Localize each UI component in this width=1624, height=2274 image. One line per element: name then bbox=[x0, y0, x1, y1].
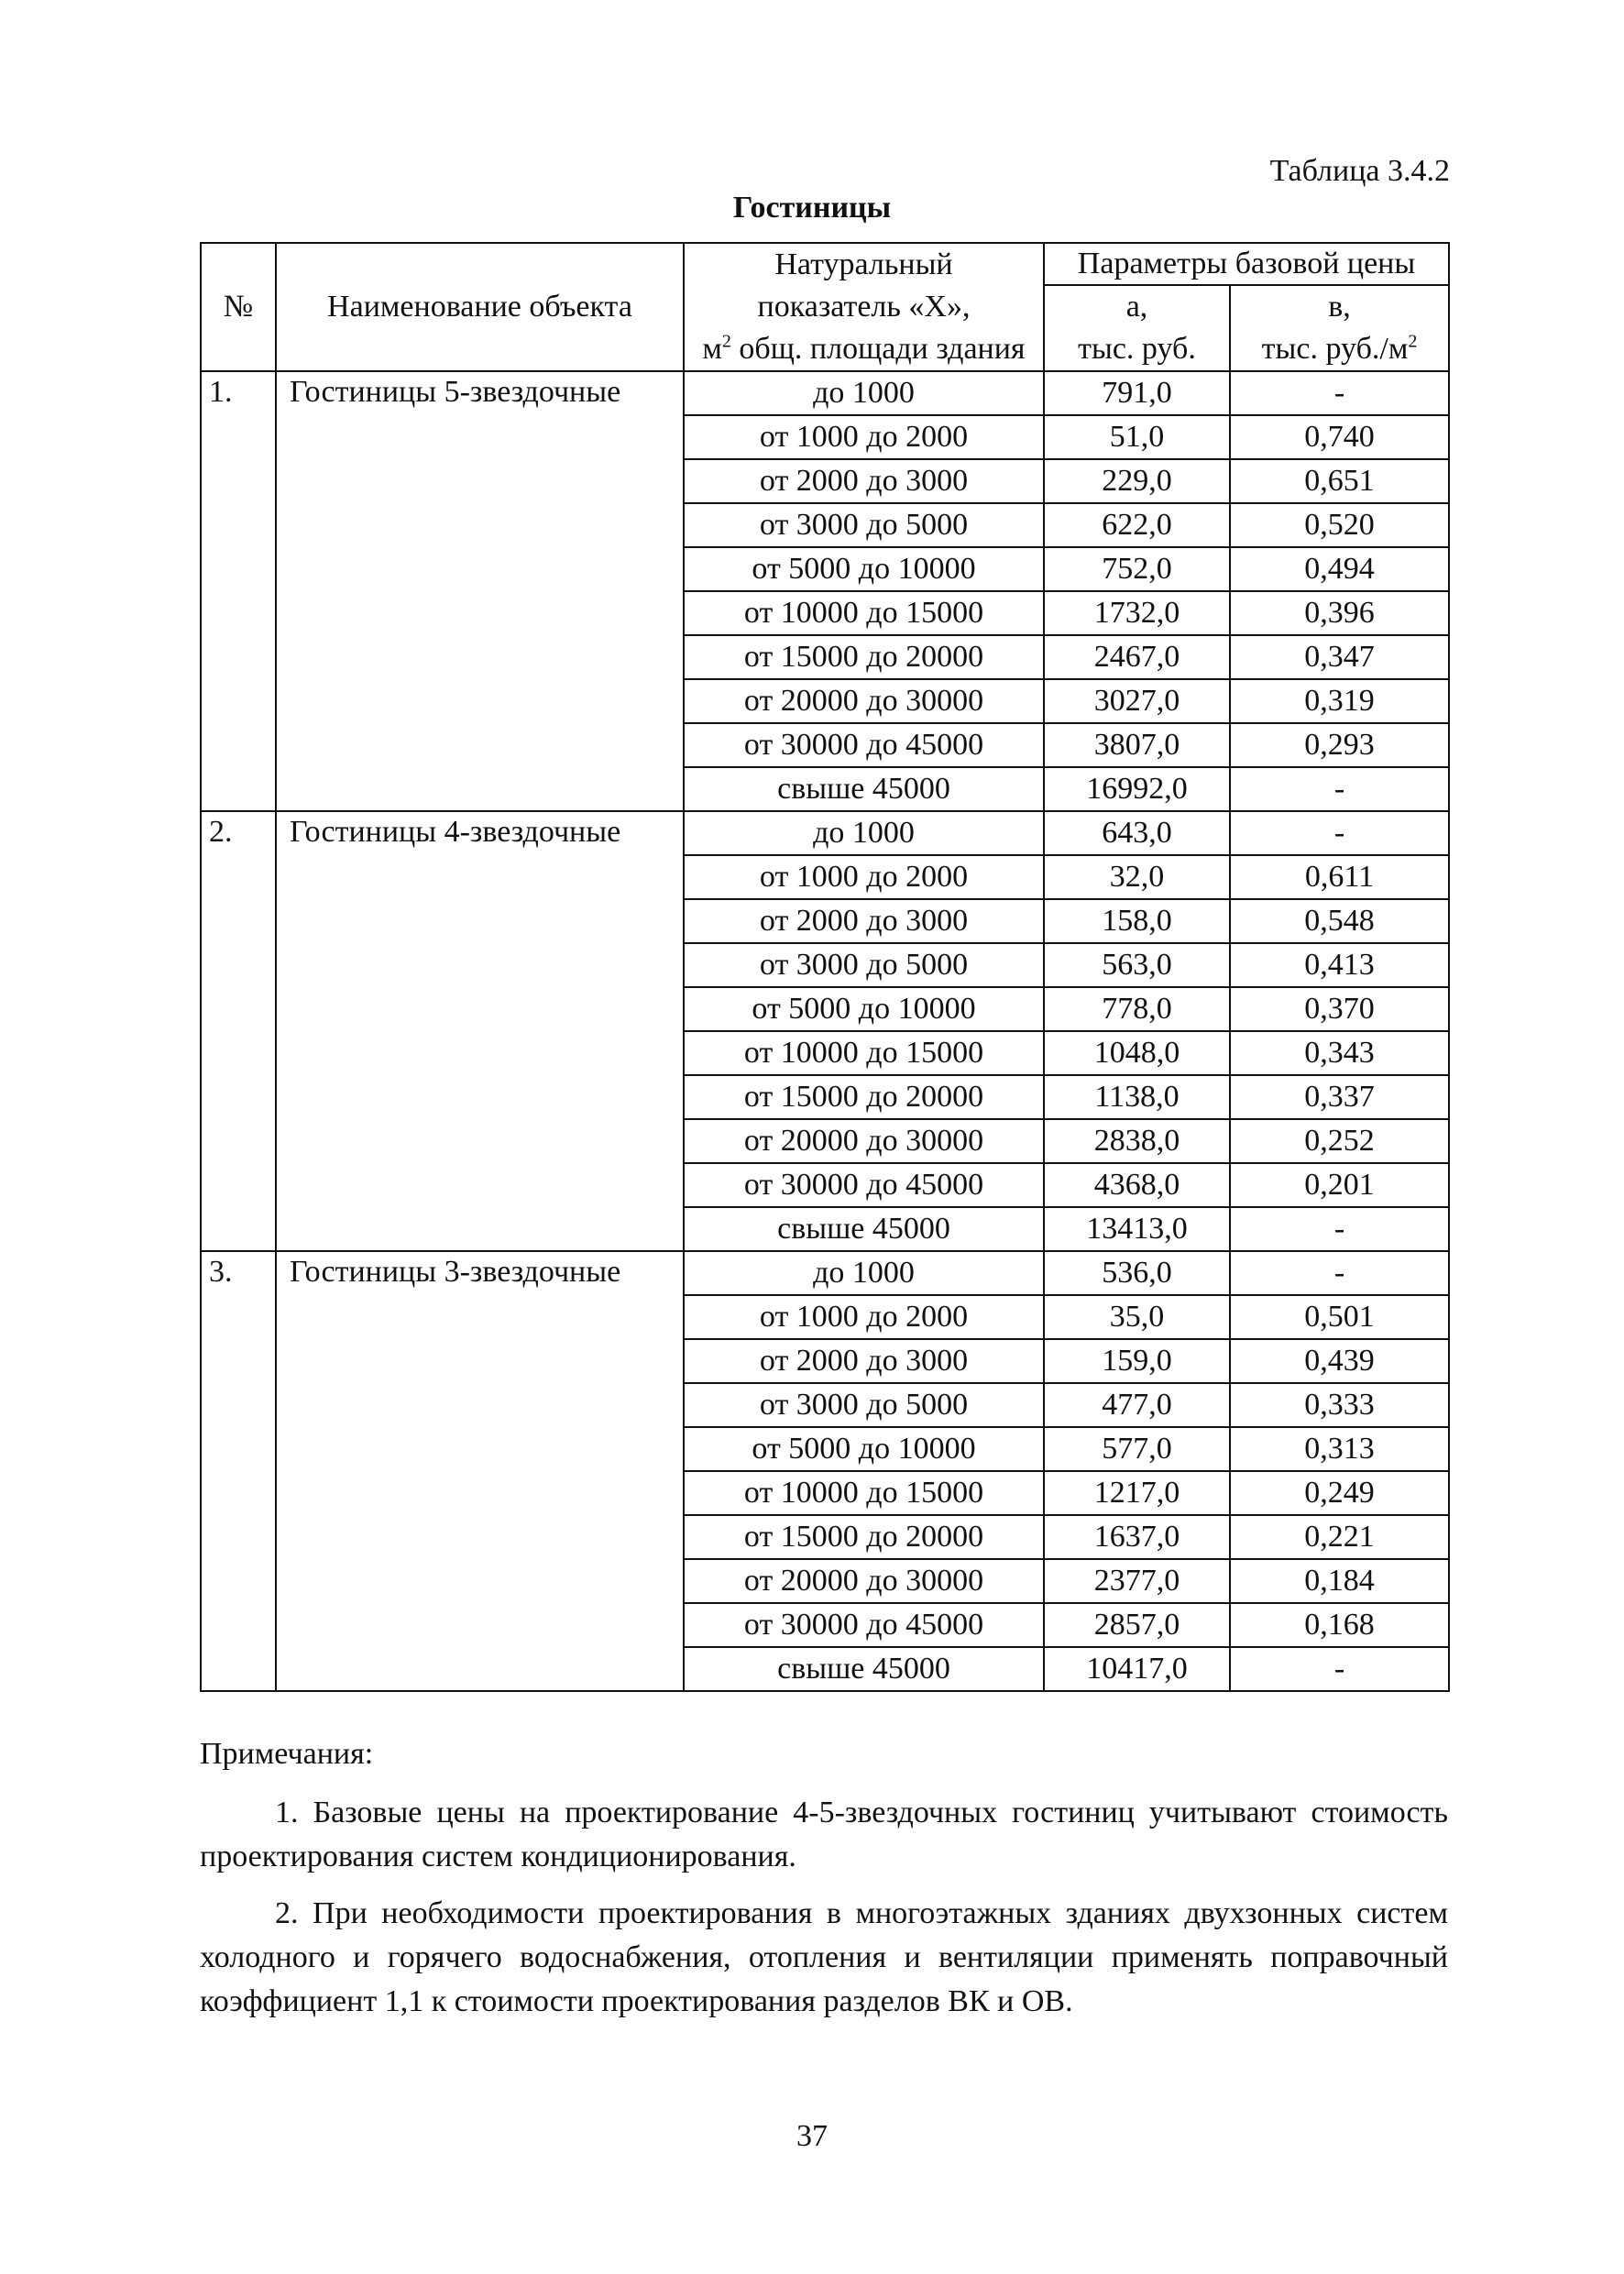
price-b-cell: 0,439 bbox=[1230, 1339, 1449, 1383]
price-a-cell: 2838,0 bbox=[1044, 1119, 1230, 1163]
header-b-line2-text: тыс. руб./м bbox=[1261, 332, 1409, 366]
price-a-cell: 158,0 bbox=[1044, 899, 1230, 943]
header-a-line1: а, bbox=[1125, 290, 1148, 324]
range-cell: от 20000 до 30000 bbox=[684, 1559, 1044, 1603]
price-b-cell: 0,370 bbox=[1230, 987, 1449, 1031]
price-b-cell: 0,168 bbox=[1230, 1603, 1449, 1647]
range-cell: от 1000 до 2000 bbox=[684, 415, 1044, 459]
table-row bbox=[201, 371, 1449, 415]
header-indicator-unit bbox=[690, 328, 1037, 370]
price-b-cell: 0,740 bbox=[1230, 415, 1449, 459]
table-title: Гостиницы bbox=[732, 191, 892, 225]
price-b-cell: - bbox=[1230, 767, 1449, 811]
range-cell: от 2000 до 3000 bbox=[684, 899, 1044, 943]
price-b-cell: 0,343 bbox=[1230, 1031, 1449, 1075]
range-cell: от 1000 до 2000 bbox=[684, 1295, 1044, 1339]
range-cell: до 1000 bbox=[684, 811, 1044, 855]
range-cell: от 1000 до 2000 bbox=[684, 855, 1044, 899]
range-cell: от 3000 до 5000 bbox=[684, 943, 1044, 987]
price-b-cell: 0,337 bbox=[1230, 1075, 1449, 1119]
price-a-cell: 4368,0 bbox=[1044, 1163, 1230, 1207]
page-number: 37 bbox=[796, 2119, 828, 2153]
price-a-cell: 536,0 bbox=[1044, 1251, 1230, 1295]
price-b-cell: 0,347 bbox=[1230, 635, 1449, 679]
price-a-cell: 229,0 bbox=[1044, 459, 1230, 503]
price-a-cell: 1637,0 bbox=[1044, 1515, 1230, 1559]
group-number: 2. bbox=[201, 811, 276, 1251]
price-a-cell: 16992,0 bbox=[1044, 767, 1230, 811]
range-cell: от 20000 до 30000 bbox=[684, 679, 1044, 723]
price-a-cell: 643,0 bbox=[1044, 811, 1230, 855]
note-item: 1. Базовые цены на проектирование 4-5-звездочных гостиниц учитывают стоимость проектирования систем кондиционирования. bbox=[200, 1796, 1448, 1873]
notes-heading: Примечания: bbox=[200, 1737, 374, 1771]
range-cell: от 30000 до 45000 bbox=[684, 1163, 1044, 1207]
header-a-line2: тыс. руб. bbox=[1078, 332, 1196, 366]
header-indicator-unit-rest: общ. площади здания bbox=[730, 332, 1026, 366]
group-name: Гостиницы 3-звездочные bbox=[276, 1251, 684, 1691]
table-row bbox=[201, 1251, 1449, 1295]
price-a-cell: 159,0 bbox=[1044, 1339, 1230, 1383]
range-cell: от 15000 до 20000 bbox=[684, 1515, 1044, 1559]
price-b-cell: 0,319 bbox=[1230, 679, 1449, 723]
range-cell: от 10000 до 15000 bbox=[684, 1471, 1044, 1515]
price-b-cell: 0,494 bbox=[1230, 547, 1449, 591]
price-a-cell: 51,0 bbox=[1044, 415, 1230, 459]
price-b-cell: - bbox=[1230, 1647, 1449, 1691]
header-b-line2 bbox=[1236, 328, 1443, 370]
group-name: Гостиницы 4-звездочные bbox=[276, 811, 684, 1251]
table-body bbox=[201, 371, 1449, 1691]
price-a-cell: 1732,0 bbox=[1044, 591, 1230, 635]
header-indicator-line2: показатель «X», bbox=[757, 290, 971, 324]
price-a-cell: 791,0 bbox=[1044, 371, 1230, 415]
header-indicator-line1: Натуральный bbox=[774, 247, 953, 281]
range-cell: от 10000 до 15000 bbox=[684, 591, 1044, 635]
price-b-cell: - bbox=[1230, 371, 1449, 415]
header-b bbox=[1230, 285, 1449, 371]
header-indicator bbox=[684, 243, 1044, 371]
price-b-cell: 0,221 bbox=[1230, 1515, 1449, 1559]
price-b-cell: 0,548 bbox=[1230, 899, 1449, 943]
price-b-cell: 0,201 bbox=[1230, 1163, 1449, 1207]
price-a-cell: 3807,0 bbox=[1044, 723, 1230, 767]
group-name: Гостиницы 5-звездочные bbox=[276, 371, 684, 811]
header-num: № bbox=[201, 243, 276, 371]
range-cell: свыше 45000 bbox=[684, 1207, 1044, 1251]
header-params: Параметры базовой цены bbox=[1044, 243, 1449, 285]
header-name: Наименование объекта bbox=[276, 243, 684, 371]
header-a bbox=[1044, 285, 1230, 371]
price-a-cell: 1138,0 bbox=[1044, 1075, 1230, 1119]
table-row bbox=[201, 811, 1449, 855]
range-cell: от 20000 до 30000 bbox=[684, 1119, 1044, 1163]
price-b-cell: 0,501 bbox=[1230, 1295, 1449, 1339]
range-cell: от 30000 до 45000 bbox=[684, 723, 1044, 767]
price-table-container bbox=[200, 242, 1448, 1692]
note-item: 2. При необходимости проектирования в многоэтажных зданиях двухзонных систем холодного и горячего водоснабжения, отопления и вентиляции применять поправочный коэффициент 1,1 к стоимости проектирования разделов ВК и ОВ. bbox=[200, 1896, 1448, 2018]
price-b-cell: 0,313 bbox=[1230, 1427, 1449, 1471]
range-cell: от 10000 до 15000 bbox=[684, 1031, 1044, 1075]
price-b-cell: 0,252 bbox=[1230, 1119, 1449, 1163]
group-number: 1. bbox=[201, 371, 276, 811]
price-b-cell: - bbox=[1230, 811, 1449, 855]
range-cell: от 15000 до 20000 bbox=[684, 635, 1044, 679]
range-cell: от 3000 до 5000 bbox=[684, 1383, 1044, 1427]
header-indicator-unit-m: м bbox=[702, 332, 722, 366]
range-cell: от 2000 до 3000 bbox=[684, 1339, 1044, 1383]
price-a-cell: 477,0 bbox=[1044, 1383, 1230, 1427]
price-b-cell: 0,184 bbox=[1230, 1559, 1449, 1603]
range-cell: от 30000 до 45000 bbox=[684, 1603, 1044, 1647]
group-number: 3. bbox=[201, 1251, 276, 1691]
price-b-cell: 0,611 bbox=[1230, 855, 1449, 899]
price-a-cell: 752,0 bbox=[1044, 547, 1230, 591]
price-table bbox=[200, 242, 1450, 1692]
price-b-cell: 0,293 bbox=[1230, 723, 1449, 767]
table-label: Таблица 3.4.2 bbox=[1269, 154, 1450, 188]
header-b-sup: 2 bbox=[1408, 331, 1418, 352]
header-b-line1: в, bbox=[1328, 290, 1351, 324]
price-b-cell: 0,333 bbox=[1230, 1383, 1449, 1427]
price-a-cell: 13413,0 bbox=[1044, 1207, 1230, 1251]
price-b-cell: 0,520 bbox=[1230, 503, 1449, 547]
price-b-cell: 0,396 bbox=[1230, 591, 1449, 635]
price-b-cell: 0,413 bbox=[1230, 943, 1449, 987]
price-a-cell: 2467,0 bbox=[1044, 635, 1230, 679]
price-b-cell: - bbox=[1230, 1251, 1449, 1295]
range-cell: от 3000 до 5000 bbox=[684, 503, 1044, 547]
price-a-cell: 622,0 bbox=[1044, 503, 1230, 547]
range-cell: от 2000 до 3000 bbox=[684, 459, 1044, 503]
range-cell: свыше 45000 bbox=[684, 767, 1044, 811]
range-cell: от 5000 до 10000 bbox=[684, 1427, 1044, 1471]
price-a-cell: 2857,0 bbox=[1044, 1603, 1230, 1647]
price-a-cell: 577,0 bbox=[1044, 1427, 1230, 1471]
price-a-cell: 2377,0 bbox=[1044, 1559, 1230, 1603]
price-a-cell: 35,0 bbox=[1044, 1295, 1230, 1339]
price-a-cell: 10417,0 bbox=[1044, 1647, 1230, 1691]
range-cell: до 1000 bbox=[684, 1251, 1044, 1295]
price-b-cell: 0,651 bbox=[1230, 459, 1449, 503]
notes-section bbox=[200, 1732, 1448, 2037]
range-cell: от 5000 до 10000 bbox=[684, 547, 1044, 591]
price-a-cell: 1048,0 bbox=[1044, 1031, 1230, 1075]
price-a-cell: 778,0 bbox=[1044, 987, 1230, 1031]
range-cell: свыше 45000 bbox=[684, 1647, 1044, 1691]
price-b-cell: - bbox=[1230, 1207, 1449, 1251]
price-a-cell: 32,0 bbox=[1044, 855, 1230, 899]
range-cell: от 15000 до 20000 bbox=[684, 1075, 1044, 1119]
price-a-cell: 3027,0 bbox=[1044, 679, 1230, 723]
price-a-cell: 563,0 bbox=[1044, 943, 1230, 987]
table-header bbox=[201, 243, 1449, 371]
range-cell: от 5000 до 10000 bbox=[684, 987, 1044, 1031]
range-cell: до 1000 bbox=[684, 371, 1044, 415]
price-b-cell: 0,249 bbox=[1230, 1471, 1449, 1515]
price-a-cell: 1217,0 bbox=[1044, 1471, 1230, 1515]
header-indicator-unit-sup: 2 bbox=[721, 331, 731, 352]
